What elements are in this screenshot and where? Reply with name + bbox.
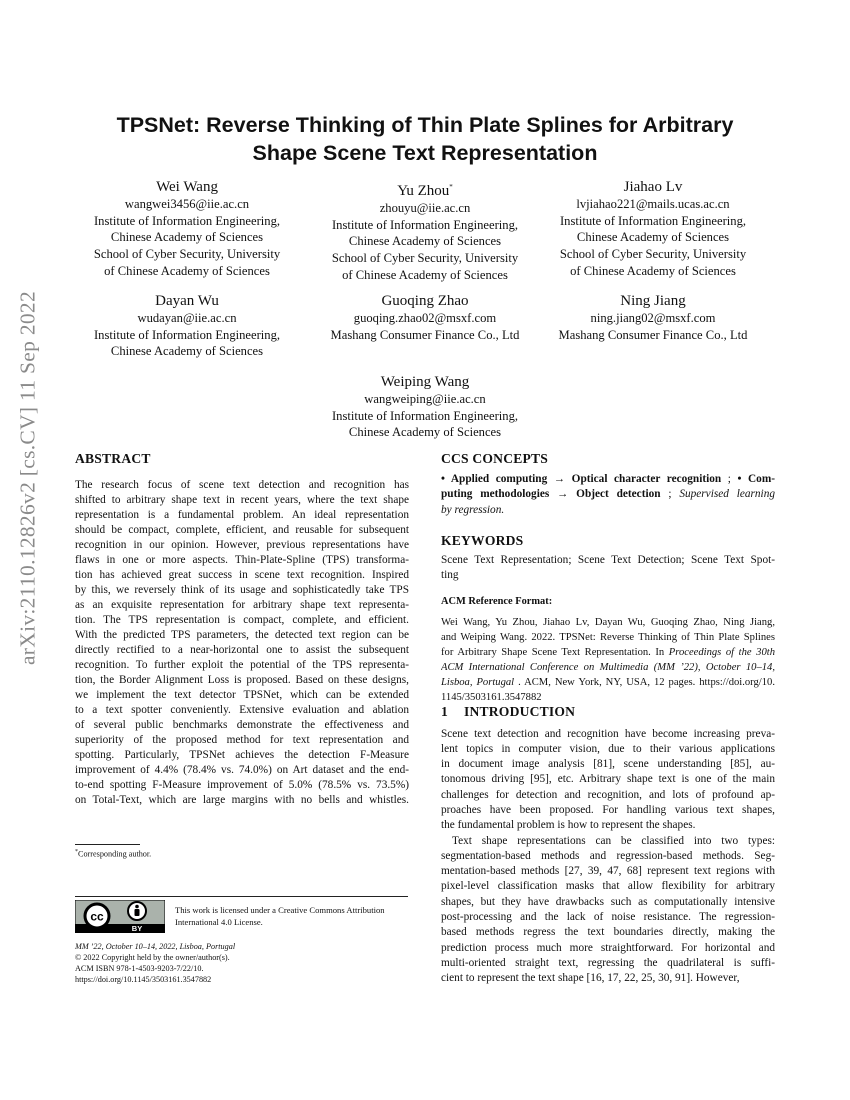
author-name bbox=[67, 292, 307, 310]
reference-format-heading: ACM Reference Format: bbox=[441, 596, 553, 607]
text-line: With the predicted TPS parameters, the detected text region can be bbox=[75, 628, 409, 641]
title-line: Shape Scene Text Representation bbox=[252, 141, 598, 165]
text-line: as an exquisite representation for arbitrary shape text representa- bbox=[75, 598, 409, 611]
text-line: Text shape representations can be classified into two types: bbox=[452, 834, 775, 847]
author-block bbox=[533, 178, 773, 280]
author-affiliation: of Chinese Academy of Sciences bbox=[342, 267, 508, 282]
author-affiliation: Institute of Information Engineering, bbox=[331, 217, 519, 232]
author-affiliation: Mashang Consumer Finance Co., Ltd bbox=[558, 327, 748, 342]
author-affiliation: School of Cyber Security, University bbox=[559, 247, 747, 262]
text-line bbox=[441, 660, 775, 675]
text-segment: . ACM, New York, NY, USA, 12 pages. https://doi.org/10. bbox=[518, 676, 775, 688]
text-line bbox=[441, 645, 775, 660]
license-line: International 4.0 License. bbox=[175, 917, 263, 927]
section-title: INTRODUCTION bbox=[464, 704, 576, 719]
footer-info bbox=[75, 941, 235, 985]
text-line: the fundamental problem is how to represent the shapes. bbox=[441, 819, 696, 832]
text-line: challenges for detection and recognition, and lots of profound ap- bbox=[441, 788, 775, 801]
author-email[interactable]: zhouyu@iie.ac.cn bbox=[379, 201, 471, 215]
author-affiliation: Chinese Academy of Sciences bbox=[348, 425, 502, 440]
text-line: based methods regress the text boundaries directly, making the bbox=[441, 926, 775, 939]
author-email[interactable]: lvjiahao221@mails.ucas.ac.cn bbox=[576, 197, 730, 211]
cc-by-logo-icon bbox=[75, 900, 165, 933]
license-rule bbox=[75, 896, 408, 897]
footnote-rule bbox=[75, 844, 140, 845]
arxiv-identifier-stamp: arXiv:2110.12826v2 [cs.CV] 11 Sep 2022 bbox=[15, 290, 40, 666]
author-block bbox=[305, 178, 545, 284]
text-line: recognition in our opinion. However, previous representations have bbox=[75, 538, 409, 551]
text-line: mentation-based methods [27, 39, 47, 68] represent text regions with bbox=[441, 865, 775, 878]
license-line: This work is licensed under a Creative Commons Attribution bbox=[175, 905, 385, 915]
author-affiliation: School of Cyber Security, University bbox=[331, 251, 519, 266]
text-line: Scene text detection and recognition have become increasing preva- bbox=[441, 727, 775, 740]
text-line: to a text spotter conveniently. Extensive evaluation and ablation bbox=[75, 704, 409, 717]
author-affiliation: Chinese Academy of Sciences bbox=[576, 230, 730, 245]
cc-text: cc bbox=[90, 909, 104, 924]
text-line: superiority of the proposed method for text representation and bbox=[75, 734, 409, 747]
isbn: ACM ISBN 978-1-4503-9203-7/22/10. bbox=[75, 963, 204, 973]
author-block bbox=[305, 373, 545, 441]
corresponding-author-mark: * bbox=[449, 183, 453, 191]
text-line: shifted to arbitrary shape text in recent years, where the text shape bbox=[75, 493, 409, 506]
conference-info: MM ’22, October 10–14, 2022, Lisboa, Portugal bbox=[75, 941, 236, 951]
author-affiliation: Institute of Information Engineering, bbox=[331, 408, 519, 423]
text-line: Scene Text Representation; Scene Text Detection; Scene Text Spot- bbox=[441, 554, 775, 566]
author-name-text: Jiahao Lv bbox=[623, 179, 683, 195]
text-line: and Weiping Wang. 2022. TPSNet: Reverse Thinking of Thin Plate Splines bbox=[441, 631, 775, 643]
introduction-heading bbox=[441, 704, 575, 720]
text-segment: for Arbitrary Shape Scene Text Representation. In bbox=[441, 646, 669, 658]
author-affiliation: Institute of Information Engineering, bbox=[559, 213, 747, 228]
author-affiliation: Chinese Academy of Sciences bbox=[110, 230, 264, 245]
author-name-text: Yu Zhou bbox=[397, 183, 450, 199]
author-block bbox=[305, 292, 545, 343]
text-line: we implement the text detector TPSNet, which can be extended bbox=[75, 689, 409, 702]
text-line: on Total-Text, which are large margins with no bells and whistles. bbox=[75, 794, 409, 807]
text-segment: • Applied computing → Optical character recognition bbox=[441, 473, 722, 485]
footnote bbox=[75, 847, 151, 860]
text-segment: by regression. bbox=[441, 503, 505, 516]
text-segment: • Com- bbox=[737, 473, 775, 485]
text-line: Wei Wang, Yu Zhou, Jiahao Lv, Dayan Wu, Guoqing Zhao, Ning Jiang, bbox=[441, 616, 775, 628]
text-line: to-end spotting F-Measure improvement of 5.0% (78.5% vs. 73.5%) bbox=[75, 779, 409, 792]
text-line: shapes, but they have drawbacks such as computationally intensive bbox=[441, 895, 775, 908]
author-affiliation: Chinese Academy of Sciences bbox=[348, 234, 502, 249]
text-line: tonomous driving [95], etc. Arbitrary shape text is one of the main bbox=[441, 773, 775, 786]
author-affiliation: Chinese Academy of Sciences bbox=[110, 344, 264, 359]
text-line: of several public benchmarks demonstrate the effectiveness and bbox=[75, 719, 409, 732]
by-text: BY bbox=[131, 924, 143, 933]
abstract-text bbox=[75, 478, 409, 809]
keywords-heading: KEYWORDS bbox=[441, 533, 524, 548]
text-line: in document image analysis [81], scene understanding [85], au- bbox=[441, 758, 775, 771]
text-line bbox=[441, 487, 775, 502]
footnote-mark: * bbox=[75, 849, 78, 855]
author-name bbox=[305, 292, 545, 310]
abstract-heading: ABSTRACT bbox=[75, 451, 151, 466]
text-line: segmentation-based methods and regression-based methods. Seg- bbox=[441, 849, 775, 862]
text-line: The research focus of scene text detection and recognition has bbox=[75, 478, 409, 491]
title-line: TPSNet: Reverse Thinking of Thin Plate Splines for Arbitrary bbox=[116, 113, 734, 137]
cc-by-license-badge[interactable] bbox=[75, 900, 165, 933]
text-segment: Lisboa, Portugal bbox=[441, 676, 515, 688]
author-name bbox=[533, 292, 773, 310]
text-line: improvement of 4.4% (78.4% vs. 74.0%) on Art dataset and the end- bbox=[75, 764, 409, 777]
section-number: 1 bbox=[441, 704, 448, 719]
doi-link[interactable]: https://doi.org/10.1145/3503161.3547882 bbox=[75, 974, 212, 984]
author-email[interactable]: wangwei3456@iie.ac.cn bbox=[124, 197, 250, 211]
author-block bbox=[67, 178, 307, 280]
author-name-text: Guoqing Zhao bbox=[381, 293, 469, 309]
author-name-text: Weiping Wang bbox=[380, 374, 470, 390]
author-affiliation: Mashang Consumer Finance Co., Ltd bbox=[330, 327, 520, 342]
author-name-text: Dayan Wu bbox=[155, 293, 219, 309]
text-line: post-processing and the lack of noise resistance. The regression- bbox=[441, 911, 775, 924]
text-line: tion. The TPS representation is compact, complete, and efficient. bbox=[75, 613, 409, 626]
author-name bbox=[305, 373, 545, 391]
footnote-text: Corresponding author. bbox=[78, 849, 152, 859]
text-line: proaches have been proposed. For handling various text shapes, bbox=[441, 803, 775, 816]
text-segment: ACM International Conference on Multimedia (MM ’22), October 10–14, bbox=[441, 661, 775, 673]
copyright: © 2022 Copyright held by the owner/author(s). bbox=[75, 952, 230, 962]
text-line: tion, the Border Alignment Loss is proposed. Based on these designs, bbox=[75, 674, 409, 687]
text-segment: puting methodologies → Object detection bbox=[441, 488, 661, 501]
text-segment: ; bbox=[727, 473, 738, 485]
author-email[interactable]: guoqing.zhao02@msxf.com bbox=[353, 311, 497, 325]
text-line: cient to represent the text shape [16, 17, 22, 25, 30, 91]. However, bbox=[441, 972, 740, 985]
text-line: should be compact, complete, efficient, and reusable for subsequent bbox=[75, 523, 409, 536]
text-line: ting bbox=[441, 569, 459, 582]
ccs-heading: CCS CONCEPTS bbox=[441, 451, 549, 466]
author-email[interactable]: wangweiping@iie.ac.cn bbox=[364, 392, 486, 406]
text-segment: Supervised learning bbox=[679, 488, 775, 501]
text-segment: ; bbox=[668, 488, 680, 501]
ccs-concepts bbox=[441, 472, 775, 518]
author-name bbox=[67, 178, 307, 196]
license-statement bbox=[175, 904, 385, 928]
author-name-text: Ning Jiang bbox=[620, 293, 686, 309]
author-affiliation: Institute of Information Engineering, bbox=[93, 213, 281, 228]
author-affiliation: School of Cyber Security, University bbox=[93, 247, 281, 262]
paper-title bbox=[60, 111, 790, 167]
text-line: prediction process much more straightforward. For horizontal and bbox=[441, 941, 775, 954]
introduction-text bbox=[441, 727, 775, 987]
text-line: pixel-level classification masks that allow flexibility for arbitrary bbox=[441, 880, 775, 893]
text-line: directly rectified to a near-horizontal one to assist the subsequent bbox=[75, 644, 409, 657]
author-email[interactable]: ning.jiang02@msxf.com bbox=[590, 311, 716, 325]
author-block bbox=[533, 292, 773, 343]
author-name bbox=[533, 178, 773, 196]
author-block bbox=[67, 292, 307, 360]
reference-format-text bbox=[441, 615, 775, 705]
author-affiliation: Institute of Information Engineering, bbox=[93, 327, 281, 342]
author-name bbox=[305, 178, 545, 200]
author-affiliation: of Chinese Academy of Sciences bbox=[570, 263, 736, 278]
text-line: 1145/3503161.3547882 bbox=[441, 691, 542, 703]
text-line: lent topics in computer vision, due to their various applications bbox=[441, 742, 775, 755]
author-name-text: Wei Wang bbox=[156, 179, 218, 195]
keywords-text bbox=[441, 553, 775, 584]
author-email[interactable]: wudayan@iie.ac.cn bbox=[137, 311, 237, 325]
text-line: tion has achieved great success in scene text recognition. Inspired bbox=[75, 568, 409, 581]
text-line: multi-oriented straight text, regressing the quadrilateral is suffi- bbox=[441, 956, 775, 969]
author-affiliation: of Chinese Academy of Sciences bbox=[104, 263, 270, 278]
text-line: by this, we reversely think of its usage and sophisticatedly take TPS bbox=[75, 583, 409, 596]
text-segment: Proceedings of the 30th bbox=[668, 646, 775, 658]
text-line: flaws in one or more aspects. Thin-Plate-Spline (TPS) transforma- bbox=[75, 553, 409, 566]
text-line: spotting. Particularly, TPSNet achieves the detection F-Measure bbox=[75, 749, 409, 762]
text-line bbox=[441, 503, 775, 518]
text-line: recognition. To further exploit the potential of the TPS representa- bbox=[75, 659, 409, 672]
text-line bbox=[441, 472, 775, 487]
text-line: representation is a fundamental problem. An ideal representation bbox=[75, 508, 409, 521]
text-line bbox=[441, 675, 775, 690]
